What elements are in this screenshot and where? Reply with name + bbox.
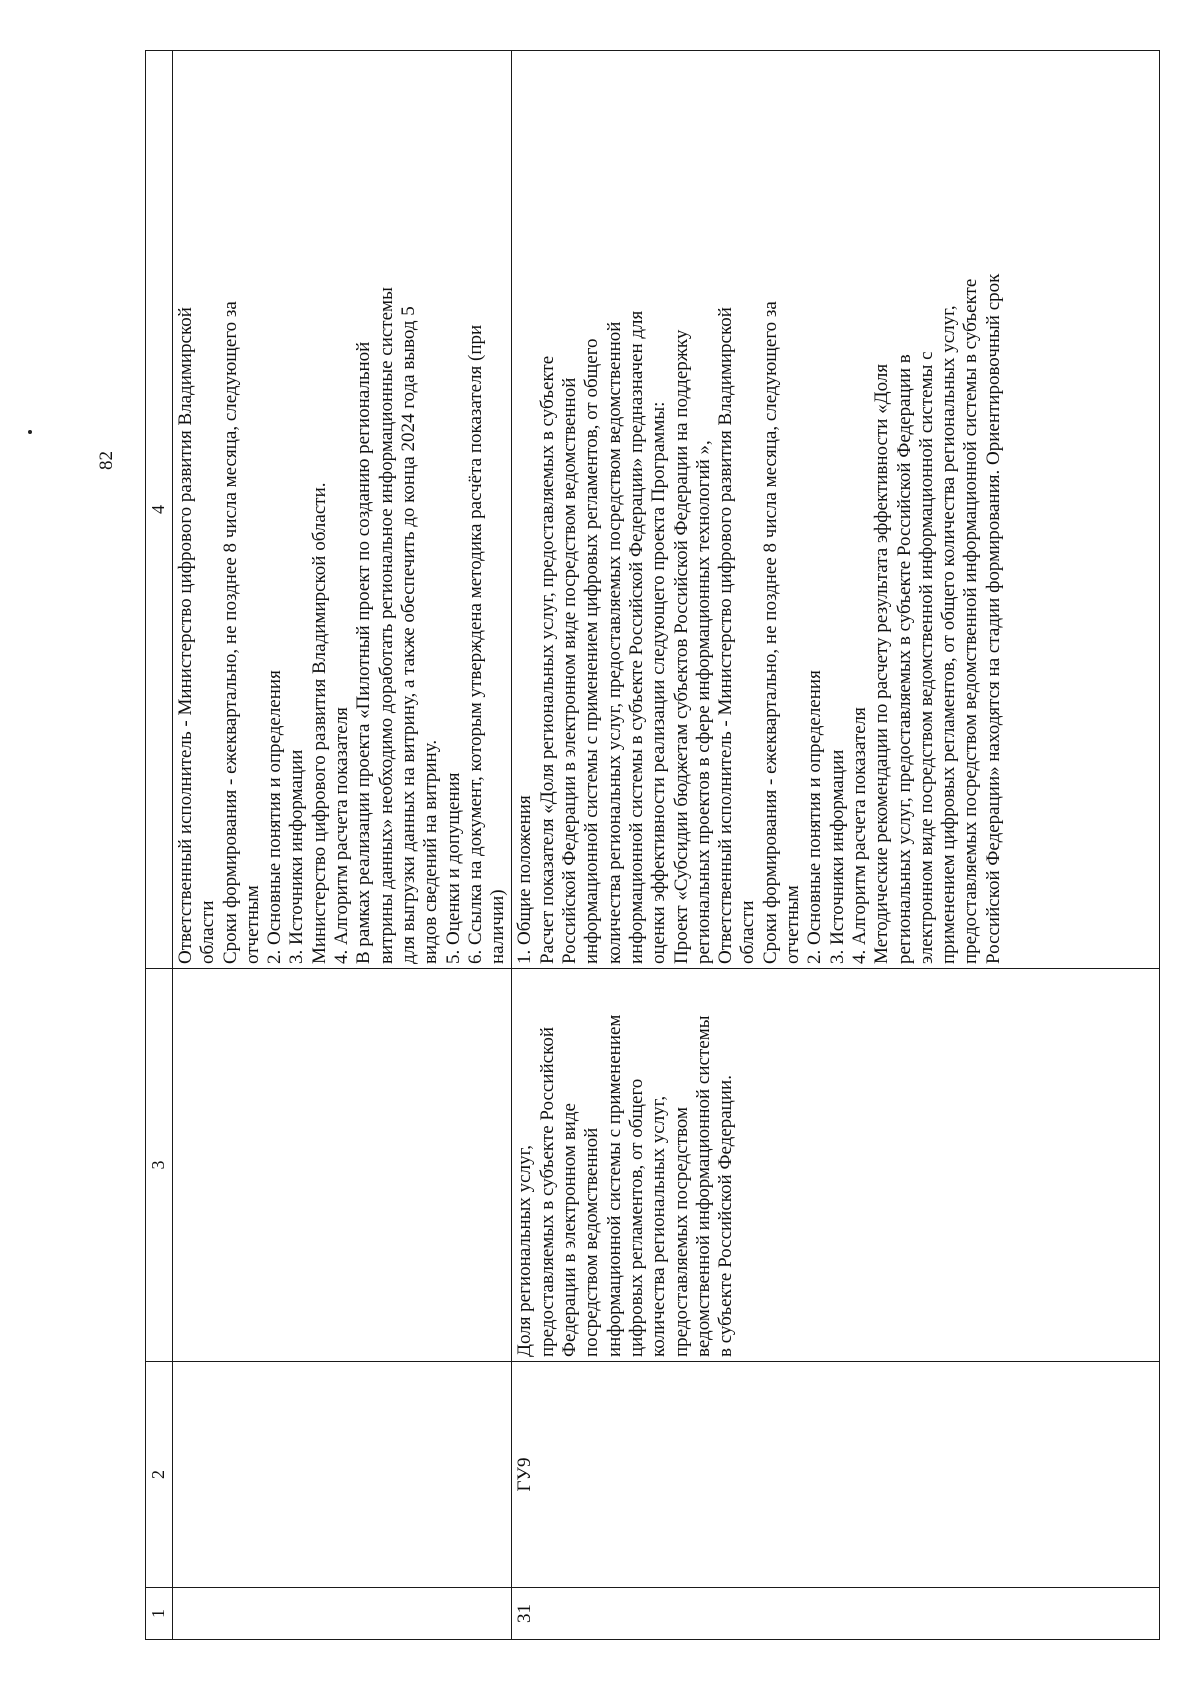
- indicator-line: информационной системы с применением: [603, 1014, 625, 1357]
- cont-line: витрины данных» необходимо доработать региональное информационные системы: [375, 287, 397, 964]
- cont-line: В рамках реализации проекта «Пилотный проект по созданию региональной: [353, 341, 375, 964]
- method-line: Проект «Субсидии бюджетам субъектов Российской Федерации на поддержку: [670, 329, 692, 964]
- row31-number: 31: [512, 1588, 1160, 1640]
- indicator-line: ведомственной информационной системы: [692, 1015, 714, 1357]
- method-line: отчетным: [782, 885, 804, 964]
- method-line: 4. Алгоритм расчета показателя: [848, 707, 870, 964]
- rotated-table-container: [145, 50, 1160, 1640]
- method-line: предоставляемых посредством ведомственной информационной системы в субъекте: [960, 278, 982, 964]
- method-line: количества региональных услуг, предоставляемых посредством ведомственной: [603, 321, 625, 964]
- method-line: 1. Общие положения: [514, 795, 536, 964]
- indicator-table: [145, 50, 1160, 1640]
- cont-line: 2. Основные понятия и определения: [264, 670, 286, 964]
- indicator-line: цифровых регламентов, от общего: [625, 1078, 647, 1357]
- row31-indicator-name: [512, 969, 1160, 1362]
- cont-line: отчетным: [241, 885, 263, 964]
- cont-col3: [173, 969, 512, 1362]
- header-col-4: 4: [146, 51, 173, 969]
- cont-line: для выгрузки данных на витрину, а также обеспечить до конца 2024 года вывод 5: [397, 306, 419, 964]
- method-line: информационной системы в субъекте Российской Федерации» предназначен для: [625, 310, 647, 964]
- method-line: региональных услуг, предоставляемых в субъекте Российской Федерации в: [893, 354, 915, 964]
- cont-line: области: [197, 900, 219, 964]
- header-col-2: 2: [146, 1362, 173, 1588]
- method-line: информационной системы с применением цифровых регламентов, от общего: [581, 338, 603, 964]
- cont-col4: [173, 51, 512, 969]
- method-line: Сроки формирования - ежеквартально, не позднее 8 числа месяца, следующего за: [759, 301, 781, 964]
- cont-line: видов сведений на витрину.: [420, 739, 442, 964]
- method-line: региональных проектов в сфере информационных технологий »,: [692, 440, 714, 964]
- method-line: Методические рекомендации по расчету результата эффективности «Доля: [871, 363, 893, 964]
- stray-dot-mark: [28, 430, 32, 434]
- header-col-3: 3: [146, 969, 173, 1362]
- method-line: 3. Источники информации: [826, 749, 848, 964]
- method-line: оценки эффективности реализации следующего проекта Программы:: [648, 401, 670, 964]
- indicator-line: Федерации в электронном виде: [559, 1103, 581, 1357]
- method-line: электронном виде посредством ведомственной информационной системы с: [915, 351, 937, 964]
- cont-col1: [173, 1588, 512, 1640]
- cont-line: Ответственный исполнитель - Министерство цифрового развития Владимирской: [175, 307, 196, 964]
- cont-line: Сроки формирования - ежеквартально, не позднее 8 числа месяца, следующего за: [219, 301, 241, 964]
- row31-code: ГУ9: [512, 1362, 1160, 1588]
- method-line: Расчет показателя «Доля региональных услуг, предоставляемых в субъекте: [536, 355, 558, 964]
- cont-col2: [173, 1362, 512, 1588]
- indicator-line: в субъекте Российской Федерации.: [715, 1075, 737, 1357]
- method-line: Ответственный исполнитель - Министерство цифрового развития Владимирской: [715, 307, 737, 964]
- cont-line: наличии): [487, 889, 509, 964]
- header-col-1: 1: [146, 1588, 173, 1640]
- table-row-31: [512, 51, 1160, 1640]
- cont-line: 6. Ссылка на документ, которым утверждена методика расчёта показателя (при: [464, 324, 486, 964]
- cont-line: 3. Источники информации: [286, 749, 308, 964]
- indicator-line: предоставляемых в субъекте Российской: [536, 1026, 558, 1357]
- method-line: 2. Основные понятия и определения: [804, 670, 826, 964]
- cont-line: 5. Оценки и допущения: [442, 772, 464, 964]
- method-line: Российской Федерации» находятся на стадии формирования. Ориентировочный срок: [982, 273, 1004, 964]
- table-header-row: [146, 51, 173, 1640]
- indicator-line: Доля региональных услуг,: [514, 1145, 536, 1357]
- page-number: 82: [96, 451, 117, 470]
- indicator-line: предоставляемых посредством: [670, 1107, 692, 1357]
- cont-line: 4. Алгоритм расчета показателя: [331, 707, 353, 964]
- row31-methodology: [512, 51, 1160, 969]
- method-line: Российской Федерации в электронном виде посредством ведомственной: [559, 377, 581, 964]
- table-row-continued: [173, 51, 512, 1640]
- method-line: области: [737, 900, 759, 964]
- indicator-line: посредством ведомственной: [581, 1127, 603, 1357]
- cont-line: Министерство цифрового развития Владимирской области.: [308, 482, 330, 964]
- indicator-line: количества региональных услуг,: [648, 1095, 670, 1357]
- method-line: применением цифровых регламентов, от общего количества региональных услуг,: [938, 305, 960, 964]
